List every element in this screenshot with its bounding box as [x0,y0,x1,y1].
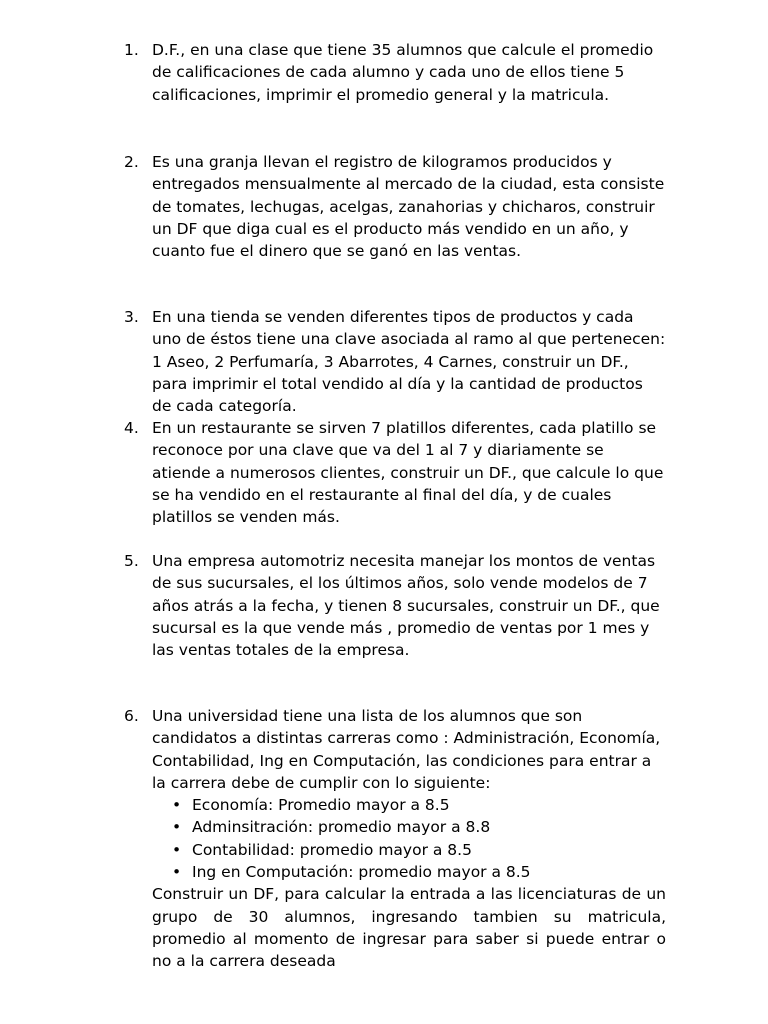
item-text: Una universidad tiene una lista de los alumnos que son candidatos a distintas carreras como : Administración, Economía, Contabilidad, Ing en Computación, las condiciones para entrar a la carrera debe de cumplir con lo siguiente: [152,707,661,792]
criteria-list [152,794,666,883]
list-item-1 [126,39,666,106]
bullet-icon: • [172,863,182,882]
item-text: D.F., en una clase que tiene 35 alumnos que calcule el promedio de calificaciones de cada alumno y cada uno de ellos tiene 5 calificaciones, imprimir el promedio general y la matricula. [152,41,654,104]
item-number: 5. [124,552,139,570]
item-number: 3. [124,308,139,326]
item-number: 1. [124,41,139,59]
list-item-6 [126,705,666,973]
criteria-item: • Economía: Promedio mayor a 8.5 [152,794,666,816]
criteria-item: • Adminsitración: promedio mayor a 8.8 [152,816,666,838]
list-item-4 [126,417,666,528]
bullet-icon: • [172,840,182,859]
criteria-item: • Ing en Computación: promedio mayor a 8.5 [152,861,666,883]
item-text: En un restaurante se sirven 7 platillos diferentes, cada platillo se reconoce por una clave que va del 1 al 7 y diariamente se atiende a numerosos clientes, construir un DF., que calcule lo que se ha vendido en el restaurante al final del día, y de cuales platillos se venden más. [152,419,664,527]
item-text: Es una granja llevan el registro de kilogramos producidos y entregados mensualmente al mercado de la ciudad, esta consiste de tomates, lechugas, acelgas, zanahorias y chicharos, construir un DF que diga cual es el producto más vendido en un año, y cuanto fue el dinero que se ganó en las ventas. [152,153,665,261]
list-item-3 [126,306,666,417]
item-text: Una empresa automotriz necesita manejar los montos de ventas de sus sucursales, el los últimos años, solo vende modelos de 7 años atrás a la fecha, y tienen 8 sucursales, construir un DF., que sucursal es la que vende más , promedio de ventas por 1 mes y las ventas totales de la empresa. [152,552,660,660]
list-item-5 [126,550,666,661]
bullet-icon: • [172,818,182,837]
item-number: 2. [124,153,139,171]
bullet-icon: • [172,796,182,815]
list-item-2 [126,151,666,262]
criteria-item: • Contabilidad: promedio mayor a 8.5 [152,839,666,861]
item-text: En una tienda se venden diferentes tipos de productos y cada uno de éstos tiene una clave asociada al ramo al que pertenecen: 1 Aseo, 2 Perfumaría, 3 Abarrotes, 4 Carnes, construir un DF., para imprimir el total vendido al día y la cantidad de productos de cada categoría. [152,308,666,416]
item-number: 6. [124,707,139,725]
item-number: 4. [124,419,139,437]
closing-paragraph: Construir un DF, para calcular la entrada a las licenciaturas de un grupo de 30 alumnos, ingresando tambien su matricula, promedio al momento de ingresar para saber si puede entrar o no a la carrera deseada [152,885,666,971]
